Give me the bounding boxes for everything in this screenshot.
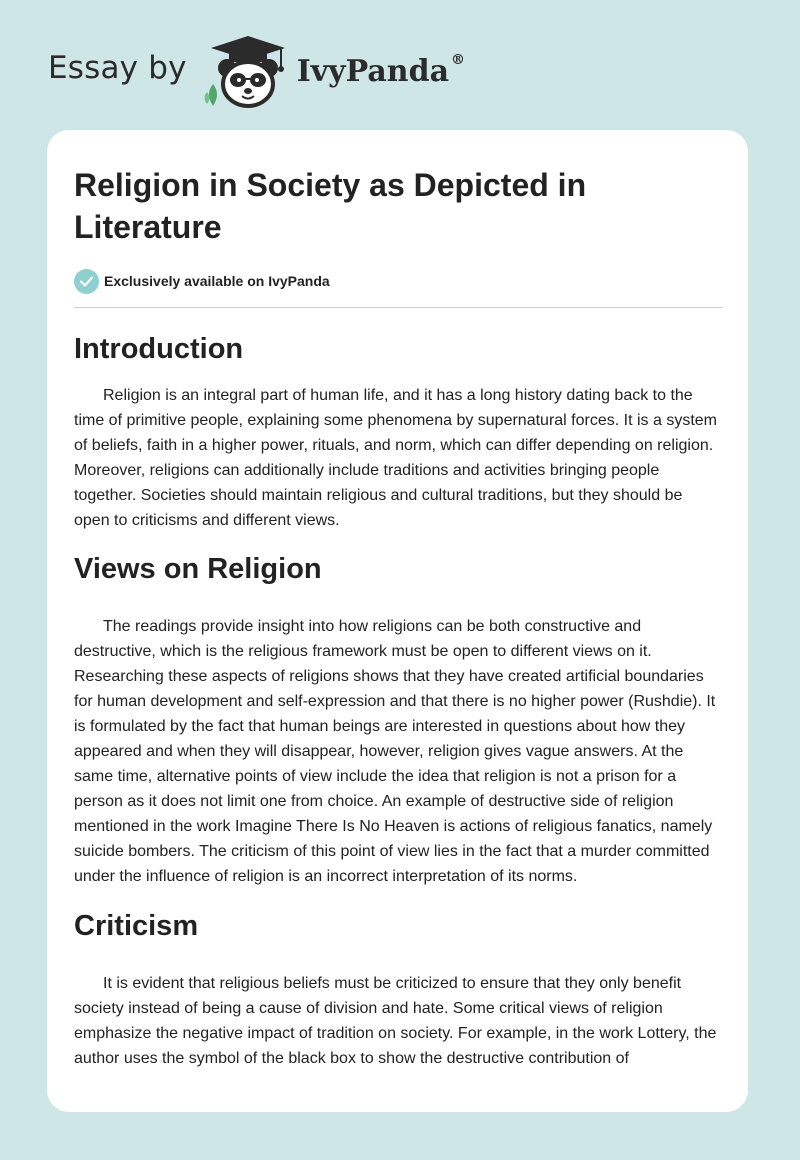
section-heading-views-on-religion: Views on Religion	[74, 553, 322, 585]
section-paragraph-introduction: Religion is an integral part of human life, and it has a long history dating back to the time of primitive people, explaining some phenomena by supernatural forces. It is a system of beliefs, faith in a higher power, rituals, and norm, which can differ depending on religion. Moreover, religions can additionally include traditions and activities bringing people together. Societies should maintain religious and cultural traditions, but they should be open to criticisms and different views.	[74, 387, 717, 529]
page-title: Religion in Society as Depicted in Literature	[74, 167, 587, 245]
exclusive-badge	[74, 268, 721, 294]
brand-label: IvyPanda	[296, 53, 450, 89]
essay-by-label: Essay by	[48, 50, 187, 86]
section-heading-introduction: Introduction	[74, 333, 244, 365]
essay-card	[47, 130, 748, 1112]
divider	[74, 307, 723, 308]
check-circle-icon	[74, 269, 99, 294]
exclusive-label: Exclusively available on IvyPanda	[104, 273, 330, 289]
section-paragraph-criticism: It is evident that religious beliefs must be criticized to ensure that they only benefit society instead of being a cause of division and hate. Some critical views of religion emphasize the negative impact of tradition on society. For example, in the work Lottery, the author uses the symbol of the black box to show the destructive contribution of	[74, 975, 717, 1067]
site-header	[48, 34, 465, 110]
registered-mark: ®	[451, 51, 466, 68]
section-heading-criticism: Criticism	[74, 910, 199, 942]
brand-name[interactable]	[296, 51, 466, 89]
panda-logo-icon[interactable]	[201, 34, 295, 110]
section-paragraph-views-on-religion: The readings provide insight into how religions can be both constructive and destructive, which is the religious framework must be open to different views on it. Researching these aspects of religions shows that they have created artificial boundaries for human development and self-expression and that there is no higher power (Rushdie). It is formulated by the fact that human beings are interested in questions about how they appeared and when they will disappear, however, religion gives vague answers. At the same time, alternative points of view include the idea that religion is not a prison for a person as it does not limit one from choice. An example of destructive side of religion mentioned in the work Imagine There Is No Heaven is actions of religious fanatics, namely suicide bombers. The criticism of this point of view lies in the fact that a murder committed under the influence of religion is an incorrect interpretation of its norms.	[74, 618, 716, 885]
